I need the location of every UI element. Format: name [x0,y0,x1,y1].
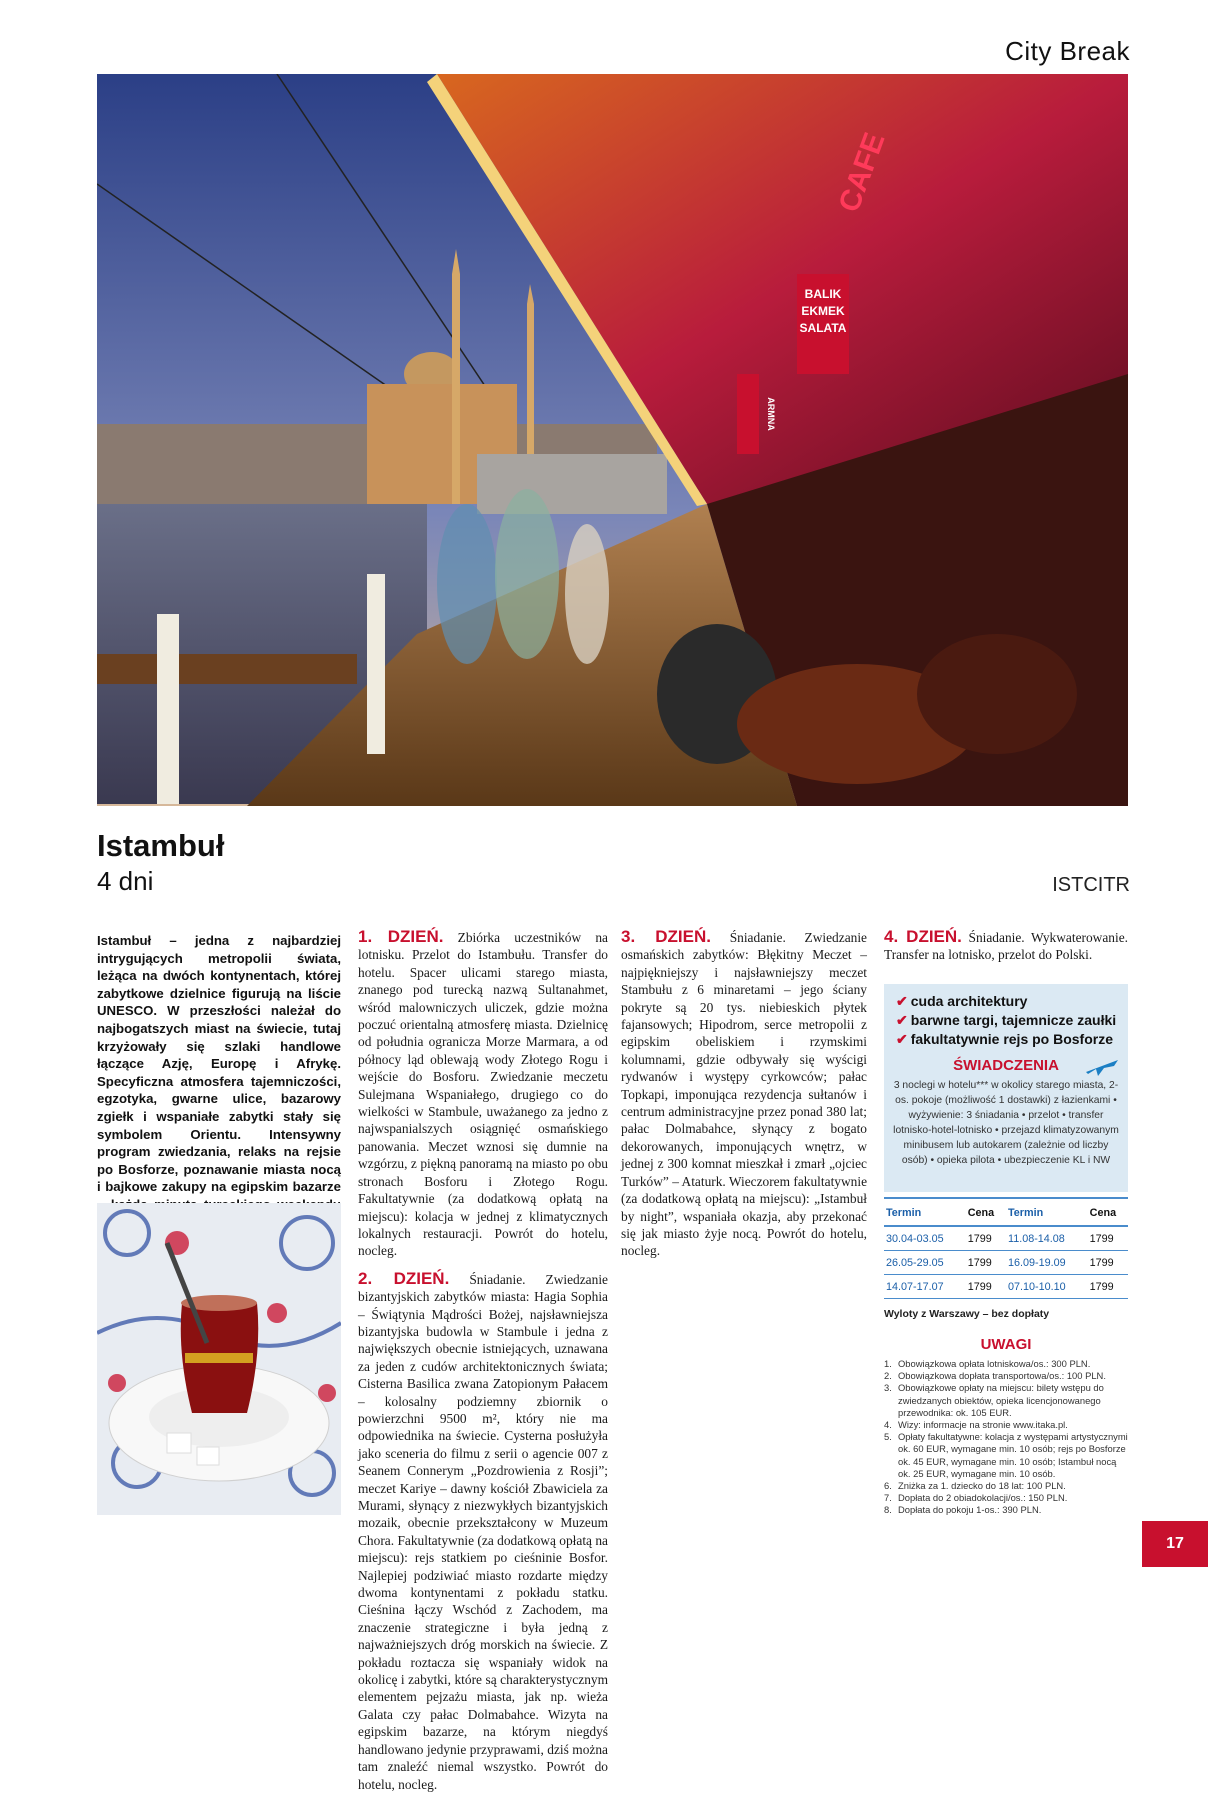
day-2-text: Śniadanie. Zwiedzanie bizantyjskich zabytków miasta: Hagia Sophia – Świątynia Mądrości Bożej, najsławniejsza bizantyjska budowla w Stambule i jedna z największych obecnie istniejących, uznawana za jeden z cudów architektonicznych świata; Cisterna Basilica zwana Zatopionym Pałacem – kolosalny podziemny zbiornik o powierzchni 9500 m², który nie ma odpowiednika na świecie. Cysterna posłużyła jako sceneria do filmu z serii o agencie 007 z Seanem Connerym „Pozdrowienia z Rosji”; meczet Kariye – dawny kościół Zbawiciela za Murami, słynący z niezwykłych bizantyjskich mozaik, obecnie przekształcony w Muzeum Chora. Fakultatywnie (za dodatkową opłatą na miejscu): rejs statkiem po cieśninie Bosfor. Najlepiej podziwiać miasto rozdarte między dwoma kontynentami z pokładu statku. Cieśnina łączy Wschód z Zachodem, ma znaczenie strategiczne i była jedną z najważniejszych dróg morskich na świecie. Z pokładu roztacza się wspaniały widok na okolicę i zabytki, które są charakterystycznym elementem pejzażu miasta, jak np. wieża Galata czy pałac Dolmabahce. Wizyta na egipskim bazarze, na którym niegdyś handlowano jedynie przyprawami, dziś można tam znaleźć niemal wszystko. Powrót do hotelu, nocleg. [358,1271,608,1792]
term-cell: 14.07-17.07 [884,1275,966,1299]
day-1-label: 1. DZIEŃ. [358,927,444,946]
term-cell: 26.05-29.05 [884,1251,966,1275]
day-3-label: 3. DZIEŃ. [621,927,711,946]
note-text: Dopłata do pokoju 1-os.: 390 PLN. [898,1504,1042,1516]
highlight-item [896,1011,1128,1030]
term-cell: 07.10-10.10 [1006,1275,1088,1299]
departure-note: Wyloty z Warszawy – bez dopłaty [884,1308,1050,1320]
highlight-text: fakultatywnie rejs po Bosforze [910,1031,1114,1047]
trip-code: ISTCITR [1052,874,1130,896]
notes-heading: UWAGI [980,1336,1032,1353]
note-item: 8. Dopłata do pokoju 1-os.: 390 PLN. [884,1504,1042,1516]
column-day-3 [621,928,867,1270]
day-3-text: Śniadanie. Zwiedzanie osmańskich zabytków: Błękitny Meczet – najpiękniejszy i najsławniejszy meczet Stambułu z 6 minaretami – jego ściany pokryte są 20 tys. niebieskich płytek fajansowych; Hipodrom, serce metropolii z egipskim obeliskiem i rzymskimi kolumnami, gdzie odbywały się wyścigi rydwanów i występy cyrkowców; pałac Topkapi, imponująca rezydencja sułtanów i centrum administracyjne przez ponad 380 lat; pałac Dolmabahce, słynący z bogato dekorowanych, imponujących wnętrz, w jednej z 300 komnat mieszkał i zmarł „ojciec Turków” – Ataturk. Wieczorem fakultatywnie (za dodatkową opłatą na miejscu): „Istambuł by night”, wspaniała okazja, aby przekonać się jak miasto żyje nocą. Powrót do hotelu, nocleg. [621,930,868,1259]
day-2 [358,1270,608,1793]
header-term: Termin [884,1198,966,1226]
term-cell: 11.08-14.08 [1006,1226,1088,1251]
note-text: Opłaty fakultatywne: kolacja z występami artystycznymi ok. 60 EUR, wymagane min. 10 osób; rejs po Bosforze ok. 45 EUR, wymagane min. 10 osób; Istambuł nocą ok. 25 EUR, wymagane min. 10 osób. [898,1431,1128,1479]
column-days-1-2 [358,928,608,1803]
day-4-label: 4. DZIEŃ. [884,927,962,946]
notes-list [884,1358,1128,1517]
highlight-item [896,992,1128,1011]
day-4-text: Śniadanie. Wykwaterowanie. Transfer na lotnisko, przelot do Polski. [884,930,1128,963]
trip-duration: 4 dni [97,866,154,896]
price-cell: 1799 [966,1275,1006,1299]
header-price: Cena [1088,1198,1128,1226]
price-table [884,1197,1128,1299]
highlight-text: cuda architektury [910,993,1028,1009]
price-cell: 1799 [966,1226,1006,1251]
trip-title: Istambuł [97,828,225,863]
day-1-text: Zbiórka uczestników na lotnisku. Przelot do Istambułu. Transfer do hotelu. Spacer ulicami starego miasta, znanego pod turecką nazwą Sultanahmet, wśród malowniczych uliczek, gdzie można poczuć orientalną atmosferę miasta. Dzielnicę od południa ogranicza Morze Marmara, a od północy ląd oblewają wody Złotego Rogu i wejście do Bosforu. Zwiedzanie meczetu Sulejmana Wspaniałego, drugiego co do wielkości w Stambule, uważanego za jedno z najwspanialszych osiągnięć osmańskiego panowania. Meczet wznosi się dumnie na wzgórzu, z piękną panoramą na miasto po obu stronach Bosforu i Złotego Rogu. Fakultatywnie (za dodatkową opłatą na miejscu): kolacja w jednej z klimatycznych lokalnych restauracji. Powrót do hotelu, nocleg. [358,930,608,1259]
check-icon: ✔ [896,1031,908,1047]
header-term: Termin [1006,1198,1088,1226]
check-icon: ✔ [896,1012,908,1028]
day-1 [358,928,608,1260]
highlight-item [896,1030,1128,1049]
services-text: 3 noclegi w hotelu*** w okolicy starego miasta, 2-os. pokoje (możliwość 1 dostawki) z łazienkami • wyżywienie: 3 śniadania • przelot • transfer lotnisko-hotel-lotnisko • przejazd klimatyzowanym minibusem lub autokarem (zależnie od liczby osób) • opieka pilota • ubezpieczenie KL i NW [893,1080,1119,1166]
intro-text: Istambuł – jedna z najbardziej intrygujących metropolii świata, leżąca na dwóch kontynentach, której zabytkowe dzielnice figurują na liście UNESCO. W przeszłości należał do najbogatszych miast na świecie, tutaj krzyżowały się szlaki handlowe łączące Azję, Europę i Afrykę. Specyficzna atmosfera tajemniczości, egzotyka, gwarne ulice, bazarowy zgiełk i wspaniałe zabytki stały się symbolem Orientu. Intensywny program zwiedzania, relaks na rejsie po Bosforze, poznawanie miasta nocą i bajkowe zakupy na egipskim bazarze [97,933,341,1195]
price-cell: 1799 [1088,1226,1128,1251]
section-label: City Break [1005,36,1130,66]
note-text: Dopłata do 2 obiadokolacji/os.: 150 PLN. [898,1492,1068,1504]
services-heading: ŚWIADCZENIA [953,1057,1059,1074]
sign-text: EKMEK [801,304,845,318]
note-text: Wizy: informacje na stronie www.itaka.pl. [898,1419,1068,1431]
day-3 [621,928,867,1260]
sign-text: BALIK [804,287,842,301]
header-price: Cena [966,1198,1006,1226]
day-4 [884,928,1128,964]
note-text: Obowiązkowa dopłata transportowa/os.: 100 PLN. [898,1370,1106,1382]
day-2-label: 2. DZIEŃ. [358,1268,450,1288]
hero-photo-istanbul-galata-bridge [97,74,1128,806]
price-table-header [884,1198,1128,1226]
note-text: Zniżka za 1. dziecko do 18 lat: 100 PLN. [898,1480,1066,1492]
tea-illustration [97,1203,341,1515]
note-item: 3. Obowiązkowe opłaty na miejscu: bilety wstępu do zwiedzanych obiektów, opieka licencjonowanego przewodnika: ok. 105 EUR. [884,1382,1104,1418]
term-cell: 16.09-19.09 [1006,1251,1088,1275]
price-cell: 1799 [966,1251,1006,1275]
highlights-box [884,984,1128,1192]
term-cell: 30.04-03.05 [884,1226,966,1251]
sign-text: SALATA [799,321,847,335]
note-text: Obowiązkowa opłata lotniskowa/os.: 300 PLN. [898,1358,1091,1369]
price-cell: 1799 [1088,1275,1128,1299]
highlight-text: barwne targi, tajemnicze zaułki [910,1012,1117,1028]
page-number: 17 [1142,1521,1208,1567]
airplane-icon [1084,1056,1120,1078]
table-row [884,1226,1128,1251]
check-icon: ✔ [896,993,908,1009]
note-item: 5. Opłaty fakultatywne: kolacja z występami artystycznymi ok. 60 EUR, wymagane min. 10 osób; rejs po Bosforze ok. 45 EUR, wymagane min. 10 osób; Istambuł nocą ok. 25 EUR, wymagane min. 10 osób. [884,1431,1128,1479]
note-item: 7. Dopłata do 2 obiadokolacji/os.: 150 PLN. [884,1492,1068,1504]
sign-text: CAFE [832,128,892,217]
tea-glass-photo [97,1203,341,1515]
hero-illustration [97,74,1128,806]
price-cell: 1799 [1088,1251,1128,1275]
note-item: 6. Zniżka za 1. dziecko do 18 lat: 100 PLN. [884,1480,1066,1492]
sign-text: ARMNA [766,397,776,431]
note-item: 2. Obowiązkowa dopłata transportowa/os.: 100 PLN. [884,1370,1106,1382]
note-text: Obowiązkowe opłaty na miejscu: bilety wstępu do zwiedzanych obiektów, opieka licencjonowanego przewodnika: ok. 105 EUR. [898,1382,1104,1418]
note-item: 4. Wizy: informacje na stronie www.itaka.pl. [884,1419,1068,1431]
table-row [884,1275,1128,1299]
table-row [884,1251,1128,1275]
highlights-list [884,984,1128,1049]
note-item: 1. Obowiązkowa opłata lotniskowa/os.: 300 PLN. [884,1358,1091,1369]
column-day-4 [884,928,1128,974]
